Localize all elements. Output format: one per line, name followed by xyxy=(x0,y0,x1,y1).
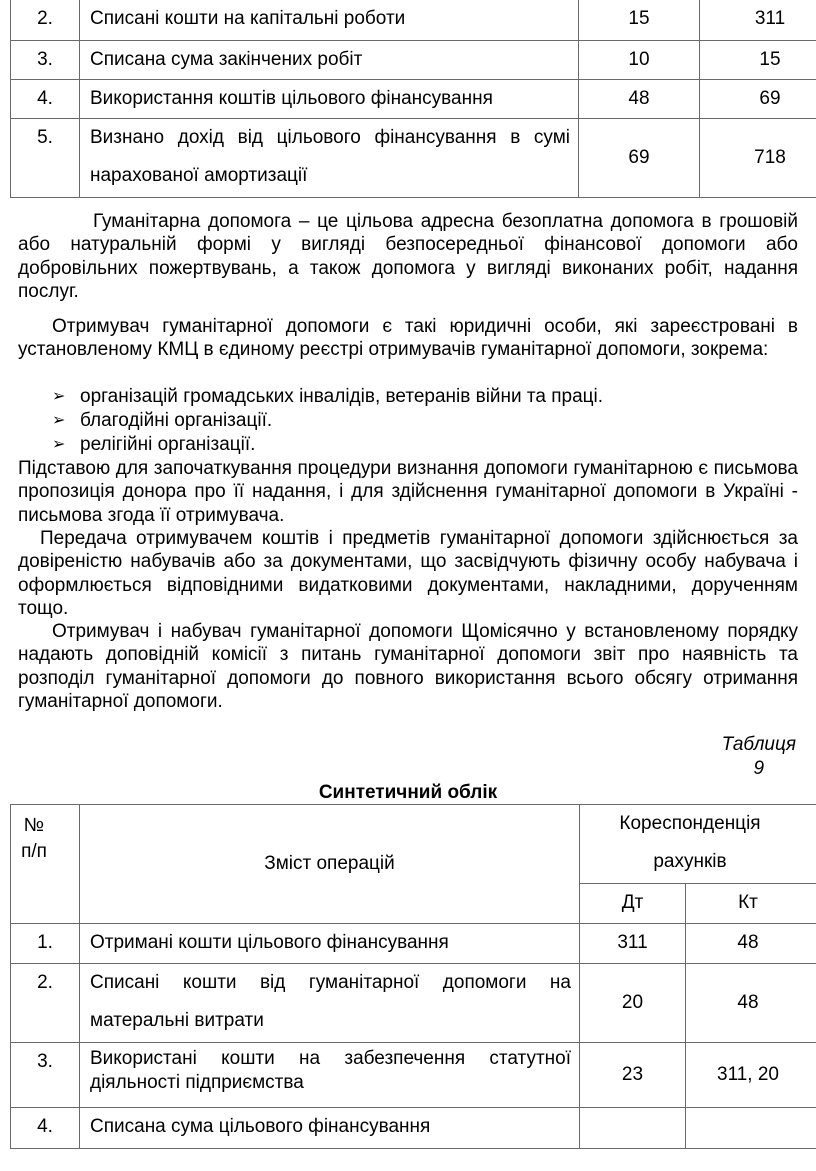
table-header-row xyxy=(11,805,816,884)
header-content: Зміст операцій xyxy=(80,805,580,924)
debit-value: 15 xyxy=(579,0,700,41)
table-row xyxy=(11,964,816,1043)
header-number: № п/п xyxy=(11,805,80,924)
row-number: 5. xyxy=(11,119,80,198)
list-item-text: організацій громадських інвалідів, ветеранів війни та праці. xyxy=(80,386,604,407)
debit-value: 20 xyxy=(580,964,686,1043)
row-number: 2. xyxy=(11,0,80,41)
row-number: 4. xyxy=(11,1108,80,1149)
table-row xyxy=(11,41,816,80)
operation-text: Визнано дохід від цільового фінансування в сумі нарахованої амортизації xyxy=(80,119,579,198)
debit-value xyxy=(580,1108,686,1149)
debit-value: 69 xyxy=(579,119,700,198)
debit-value: 10 xyxy=(579,41,700,80)
table-row xyxy=(11,119,816,198)
table-row xyxy=(11,1043,816,1108)
row-number: 3. xyxy=(11,41,80,80)
table-title: Синтетичний облік xyxy=(318,782,498,803)
table-row xyxy=(11,0,816,41)
table-caption-label: Таблиця xyxy=(721,734,796,755)
paragraph-definition: Гуманітарна допомога – це цільова адресна безоплатна допомога в грошовій або натуральній формі у вигляді безпосередньої фінансової допомоги або добровільних пожертвувань, а також допомога у вигляді виконаних робіт, надання послуг. xyxy=(18,211,798,303)
credit-value: 48 xyxy=(686,964,816,1043)
paragraph-basis: Підставою для започаткування процедури визнання допомоги гуманітарною є письмова пропозиція донора про її надання, і для здійснення гуманітарної допомоги в Україні - письмова згода її отримувача. xyxy=(18,458,798,526)
debit-value: 23 xyxy=(580,1043,686,1108)
header-correspondence: Кореспонденція рахунків xyxy=(580,805,816,884)
list-item-text: благодійні організації. xyxy=(80,410,273,431)
credit-value: 15 xyxy=(700,41,816,80)
table-caption xyxy=(722,733,796,781)
row-number: 1. xyxy=(11,924,80,964)
operation-text: Списана сума цільового фінансування xyxy=(80,1108,580,1149)
operation-text: Списані кошти на капітальні роботи xyxy=(80,0,579,41)
row-number: 2. xyxy=(11,964,80,1043)
top-accounting-table xyxy=(10,0,816,198)
paragraph-reporting: Отримувач і набувач гуманітарної допомоги Щомісячно у встановленому порядку надають доповідній комісії з питань гуманітарної допомоги звіт про наявність та розподіл гуманітарної допомоги до повного використання всього обсягу отримання гуманітарної допомоги. xyxy=(18,621,798,713)
arrow-bullet-icon: ➢ xyxy=(52,436,66,453)
row-number: 4. xyxy=(11,80,80,119)
operation-text: Використання коштів цільового фінансування xyxy=(80,80,579,119)
paragraph-recipients: Отримувач гуманітарної допомоги є такі юридичні особи, які зареєстровані в установленому КМЦ в єдиному реєстрі отримувачів гуманітарної допомоги, зокрема: xyxy=(18,316,798,361)
credit-value: 311 xyxy=(700,0,816,41)
paragraph-transfer: Передача отримувачем коштів і предметів гуманітарної допомоги здійснюється за довіреністю набувачів або за документами, що засвідчують фізичну особу набувача і оформлюється відповідними видатковими документами, накладними, дорученням тощо. xyxy=(18,528,798,620)
header-credit: Кт xyxy=(686,884,816,924)
list-item xyxy=(52,385,603,409)
credit-value xyxy=(686,1108,816,1149)
table-row xyxy=(11,924,816,964)
operation-text: Списана сума закінчених робіт xyxy=(80,41,579,80)
arrow-bullet-icon: ➢ xyxy=(52,388,66,405)
list-item-text: релігійні організації. xyxy=(80,434,256,455)
arrow-bullet-icon: ➢ xyxy=(52,412,66,429)
credit-value: 48 xyxy=(686,924,816,964)
credit-value: 311, 20 xyxy=(686,1043,816,1108)
synthetic-accounting-table xyxy=(10,804,816,1149)
debit-value: 48 xyxy=(579,80,700,119)
table-caption-number: 9 xyxy=(753,758,765,779)
header-debit: Дт xyxy=(580,884,686,924)
credit-value: 69 xyxy=(700,80,816,119)
list-item xyxy=(52,409,603,433)
operation-text: Списані кошти від гуманітарної допомоги на матеральні витрати xyxy=(80,964,580,1043)
credit-value: 718 xyxy=(700,119,816,198)
table-row xyxy=(11,80,816,119)
operation-text: Отримані кошти цільового фінансування xyxy=(80,924,580,964)
debit-value: 311 xyxy=(580,924,686,964)
row-number: 3. xyxy=(11,1043,80,1108)
operation-text: Використані кошти на забезпечення статутної діяльності підприємства xyxy=(80,1043,580,1108)
recipient-list xyxy=(52,385,603,457)
list-item xyxy=(52,433,603,457)
table-row xyxy=(11,1108,816,1149)
